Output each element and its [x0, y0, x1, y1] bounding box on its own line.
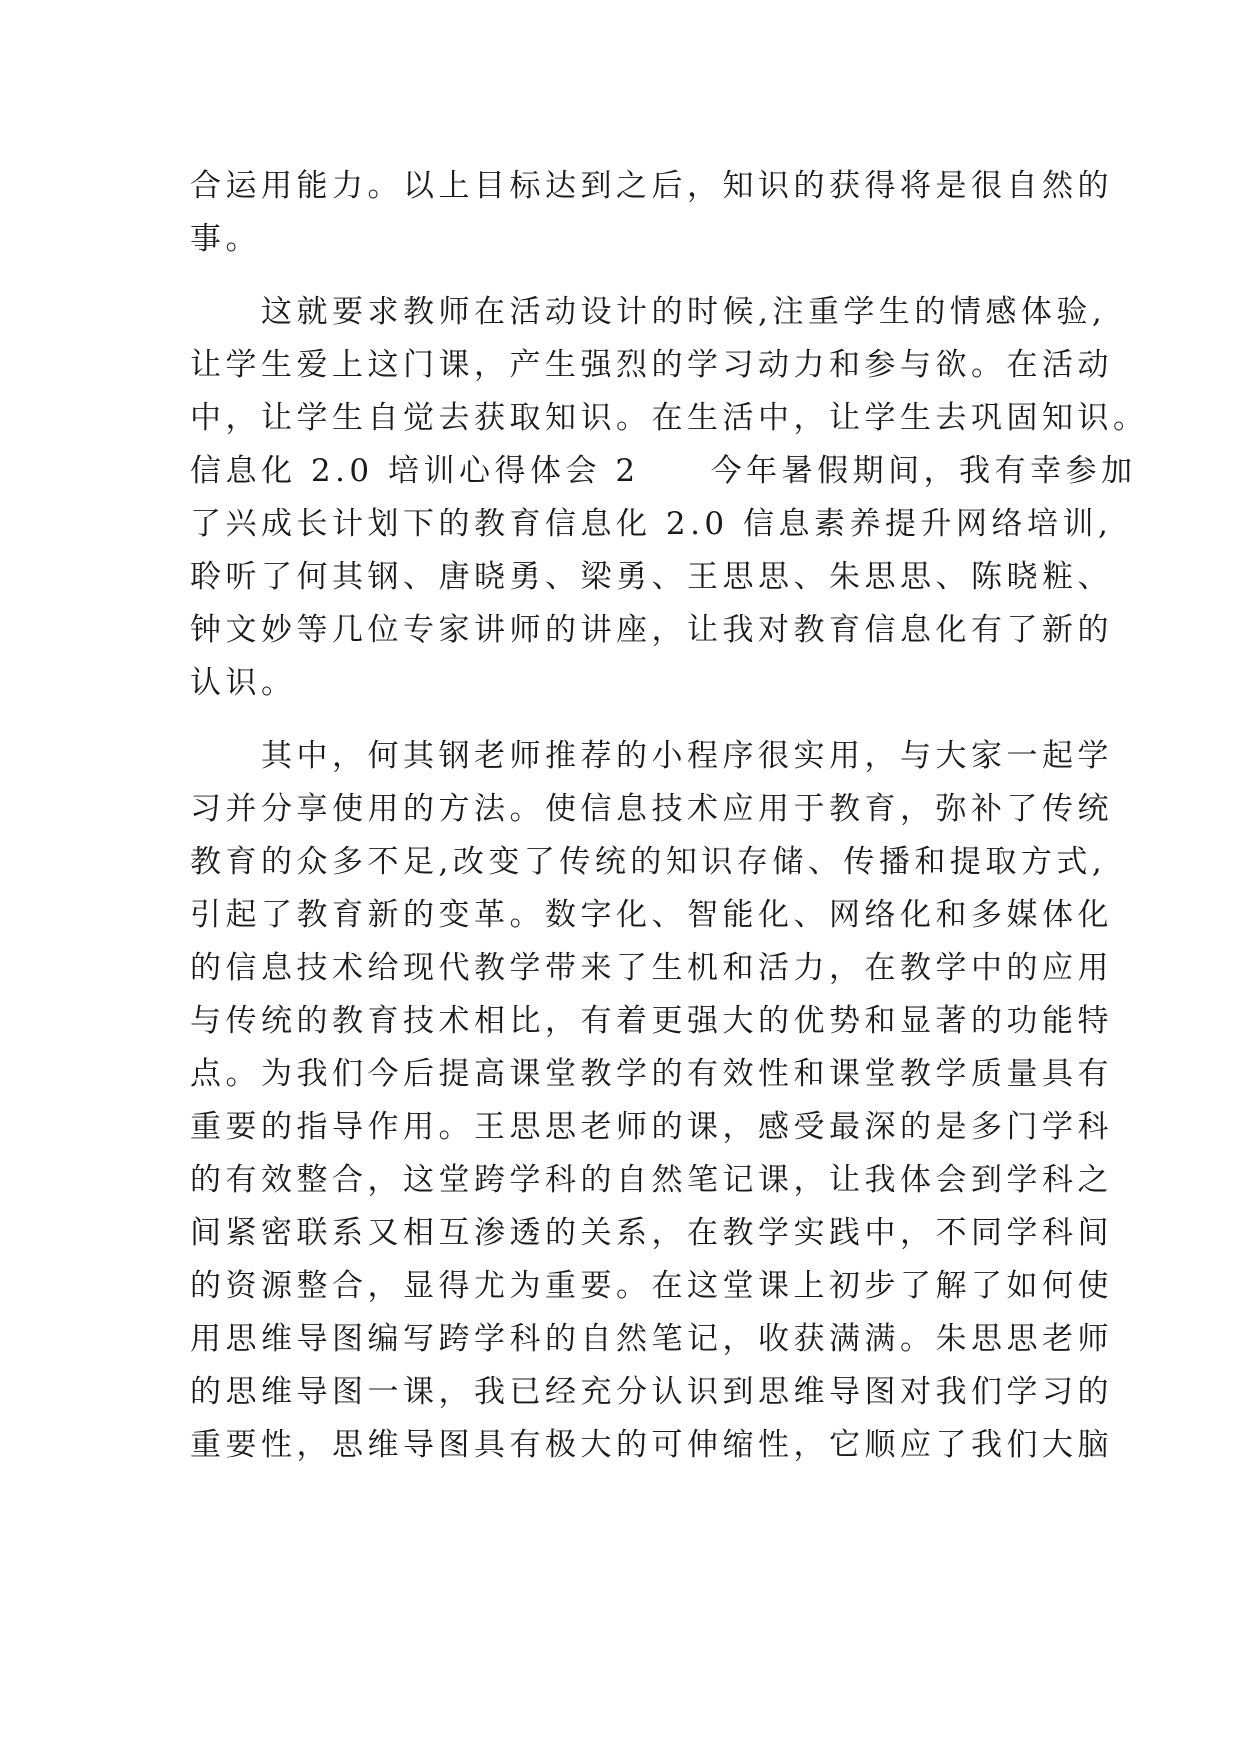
- text-line-2: 事。: [190, 221, 261, 257]
- body-text: [190, 160, 1149, 1472]
- text-line-1: 合运用能力。以上目标达到之后，知识的获得将是很自然的: [190, 168, 1113, 204]
- text-line-4: 让学生爱上这门课，产生强烈的学习动力和参与欲。在活动: [190, 347, 1113, 383]
- text-line-14: 引起了教育新的变革。数字化、智能化、网络化和多媒体化: [190, 897, 1113, 933]
- text-line-20: 间紧密联系又相互渗透的关系，在教学实践中，不同学科间: [190, 1215, 1113, 1251]
- text-line-15: 的信息技术给现代教学带来了生机和活力，在教学中的应用: [190, 950, 1113, 986]
- text-line-12: 习并分享使用的方法。使信息技术应用于教育，弥补了传统: [190, 791, 1113, 827]
- text-line-10: 认识。: [190, 665, 297, 701]
- text-line-23: 的思维导图一课，我已经充分认识到思维导图对我们学习的: [190, 1374, 1113, 1410]
- text-line-21: 的资源整合，显得尤为重要。在这堂课上初步了解了如何使: [190, 1268, 1113, 1304]
- text-line-6: 信息化 2.0 培训心得体会 2 今年暑假期间，我有幸参加: [190, 453, 1137, 489]
- text-line-7: 了兴成长计划下的教育信息化 2.0 信息素养提升网络培训,: [190, 506, 1113, 542]
- text-line-11: 其中，何其钢老师推荐的小程序很实用，与大家一起学: [190, 738, 1113, 774]
- text-line-9: 钟文妙等几位专家讲师的讲座，让我对教育信息化有了新的: [190, 612, 1113, 648]
- text-line-16: 与传统的教育技术相比，有着更强大的优势和显著的功能特: [190, 1003, 1113, 1039]
- text-line-8: 聆听了何其钢、唐晓勇、梁勇、王思思、朱思思、陈晓粧、: [190, 559, 1113, 595]
- text-line-3: 这就要求教师在活动设计的时候,注重学生的情感体验,: [190, 294, 1107, 330]
- text-line-18: 重要的指导作用。王思思老师的课，感受最深的是多门学科: [190, 1109, 1113, 1145]
- text-line-19: 的有效整合，这堂跨学科的自然笔记课，让我体会到学科之: [190, 1162, 1113, 1198]
- text-line-22: 用思维导图编写跨学科的自然笔记，收获满满。朱思思老师: [190, 1321, 1113, 1357]
- text-line-13: 教育的众多不足,改变了传统的知识存储、传播和提取方式,: [190, 844, 1107, 880]
- text-line-24: 重要性，思维导图具有极大的可伸缩性，它顺应了我们大脑: [190, 1427, 1113, 1463]
- paragraph-gap: [190, 266, 1090, 286]
- text-line-17: 点。为我们今后提高课堂教学的有效性和课堂教学质量具有: [190, 1056, 1113, 1092]
- text-line-5: 中，让学生自觉去获取知识。在生活中，让学生去巩固知识。: [190, 400, 1149, 436]
- paragraph-gap: [190, 710, 1090, 730]
